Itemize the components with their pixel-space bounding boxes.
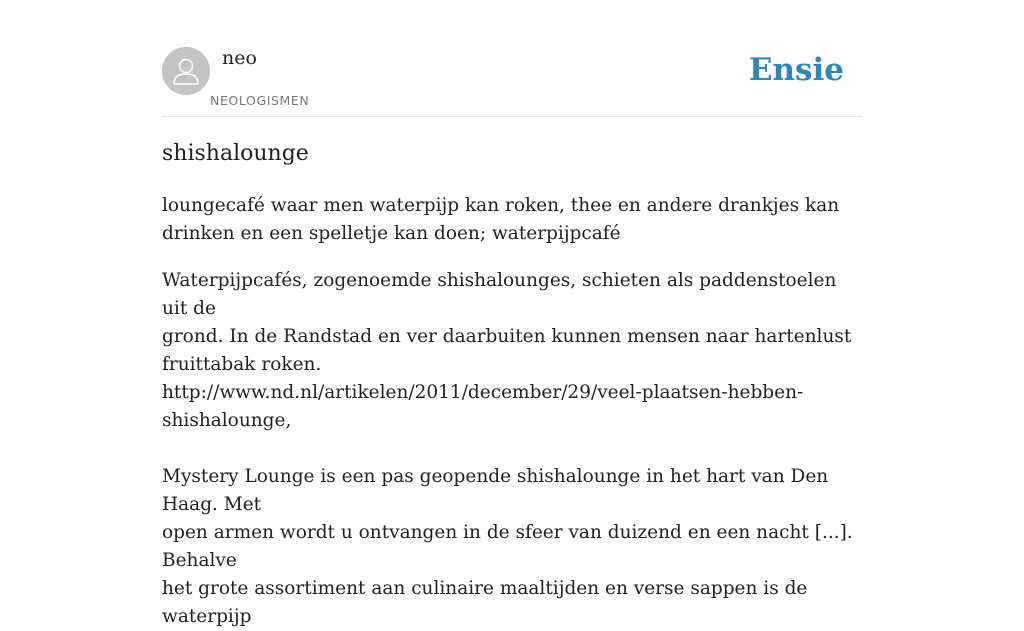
- username-link[interactable]: neo: [222, 47, 257, 69]
- example-line: open armen wordt u ontvangen in de sfeer van duizend en een nacht [...]. Behalve: [162, 522, 853, 571]
- example-line: Waterpijpcafés, zogenoemde shishalounges, schieten als paddenstoelen uit de: [162, 270, 837, 319]
- example-line: Mystery Lounge is een pas geopende shishalounge in het hart van Den Haag. Met: [162, 466, 829, 515]
- example-source-link[interactable]: http://www.nd.nl/artikelen/2011/december/29/veel-plaatsen-hebben-: [162, 382, 804, 403]
- example-source-link-cont[interactable]: shishalounge,: [162, 410, 292, 431]
- entry-definition: loungecafé waar men waterpijp kan roken, thee en andere drankjes kan drinken en een spelletje kan doen; waterpijpcafé: [162, 195, 840, 244]
- example-line: het grote assortiment aan culinaire maaltijden en verse sappen is de waterpijp: [162, 578, 808, 627]
- example-line: grond. In de Randstad en ver daarbuiten kunnen mensen naar hartenlust: [162, 326, 852, 347]
- user-avatar[interactable]: [162, 47, 210, 95]
- entry-title: shishalounge: [162, 141, 309, 166]
- user-icon: [162, 47, 210, 95]
- page-container: [162, 0, 862, 627]
- category-label[interactable]: NEOLOGISMEN: [210, 93, 310, 108]
- example-gap: [162, 435, 862, 463]
- entry-header: [162, 0, 862, 117]
- entry-example: [162, 267, 862, 631]
- brand-logo[interactable]: Ensie: [748, 52, 844, 88]
- example-line: fruittabak roken.: [162, 354, 322, 375]
